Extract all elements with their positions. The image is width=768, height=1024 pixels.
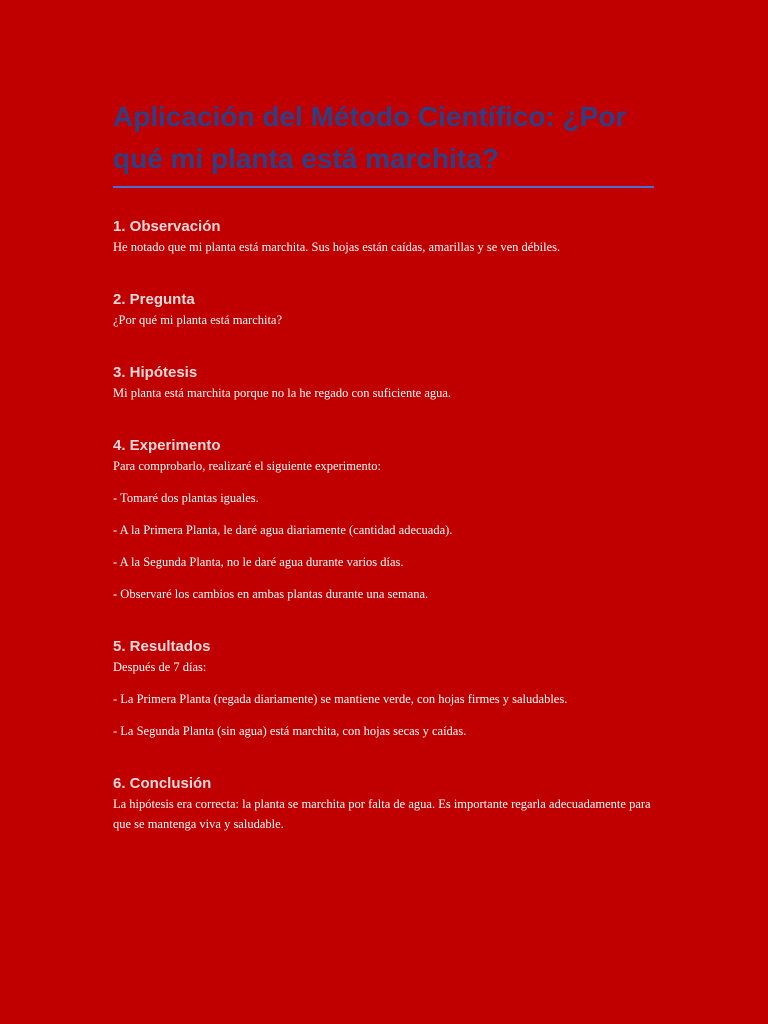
section-observacion <box>113 217 655 257</box>
section-conclusion <box>113 774 655 834</box>
document-title: Aplicación del Método Científico: ¿Por qué mi planta está marchita? <box>113 96 654 188</box>
section-heading: 5. Resultados <box>113 638 211 655</box>
section-paragraph: ¿Por qué mi planta está marchita? <box>113 313 283 327</box>
experiment-step: - A la Segunda Planta, no le daré agua durante varios días. <box>113 555 404 569</box>
section-resultados <box>113 637 655 741</box>
section-heading: 6. Conclusión <box>113 775 212 792</box>
result-item: - La Segunda Planta (sin agua) está marchita, con hojas secas y caídas. <box>113 724 467 738</box>
section-pregunta <box>113 290 655 330</box>
experiment-step: - Observaré los cambios en ambas plantas durante una semana. <box>113 587 429 601</box>
section-heading: 2. Pregunta <box>113 291 195 308</box>
section-paragraph: Para comprobarlo, realizaré el siguiente experimento: <box>113 459 381 473</box>
result-item: - La Primera Planta (regada diariamente) se mantiene verde, con hojas firmes y saludables. <box>113 692 568 706</box>
section-paragraph: Mi planta está marchita porque no la he regado con suficiente agua. <box>113 386 452 400</box>
section-heading: 4. Experimento <box>113 437 221 454</box>
section-hipotesis <box>113 363 655 403</box>
section-experimento <box>113 436 655 604</box>
section-paragraph: La hipótesis era correcta: la planta se marchita por falta de agua. Es importante regarla adecuadamente para que se mantenga viva y saludable. <box>113 797 651 831</box>
section-paragraph: Después de 7 días: <box>113 660 207 674</box>
experiment-step: - A la Primera Planta, le daré agua diariamente (cantidad adecuada). <box>113 523 453 537</box>
section-heading: 3. Hipótesis <box>113 364 198 381</box>
section-heading: 1. Observación <box>113 218 221 235</box>
experiment-step: - Tomaré dos plantas iguales. <box>113 491 259 505</box>
section-paragraph: He notado que mi planta está marchita. Sus hojas están caídas, amarillas y se ven débiles. <box>113 240 561 254</box>
